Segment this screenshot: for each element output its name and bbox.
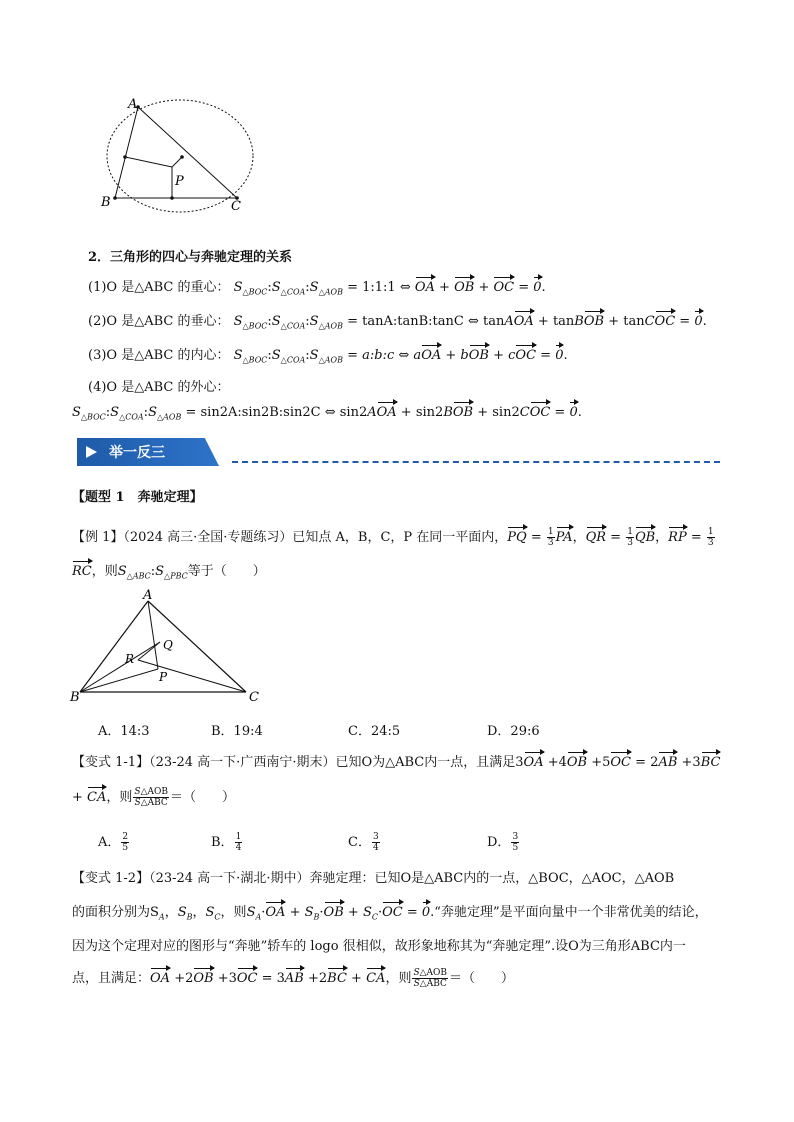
fig2-label-a: A	[143, 588, 153, 603]
variant11-option-a[interactable]: A． $\frac{2}{5}$	[98, 832, 129, 853]
item2-ratio: tanA:tanB:tanC	[362, 314, 464, 329]
item3-ratio: a:b:c	[362, 348, 395, 363]
variant12-line1	[72, 867, 674, 886]
example1-text1: 已知点 A，B，C，P 在同一平面内，	[292, 530, 508, 545]
variant12-line4: 点，且满足：OA +2OB +3OC = 3AB +2BC + CA，则 $\frac{\text{S△AOB}}{\text{S△ABC}}$ ＝（ ）	[72, 968, 515, 989]
banner-label: 举一反三	[109, 445, 165, 461]
variant12-text2b: ，则	[220, 905, 247, 920]
section2-title: 2．三角形的四心与奔驰定理的关系	[88, 250, 293, 265]
variant11-text2: ，则	[106, 790, 133, 805]
example1-option-c[interactable]: C．24:5	[348, 724, 401, 739]
variant11-line1: 【变式 1-1】（23-24 高一下·广西南宁·期末）已知O为△ABC内一点，且满足3OA +4OB +5OC = 2AB +3BC	[72, 755, 721, 770]
item4-formula: $S_{\triangle BOC}:S_{\triangle COA}:S_{\triangle AOB}$ = sin2A:sin2B:sin2C ⇔ sin2AOA + sin2BOB + sin2COC = 0.	[72, 405, 582, 422]
variant11-line2: + CA，则 $\frac{\text{S△AOB}}{\text{S△ABC}}$ ＝（ ）	[72, 787, 235, 808]
item1: (1)O 是△ABC 的重心： $S_{\triangle BOC}:S_{\triangle COA}:S_{\triangle AOB}$ = 1:1:1 ⇔ OA + OB + OC = 0.	[88, 280, 546, 297]
item4-prefix: (4)O 是△ABC 的外心：	[88, 380, 230, 395]
banner-divider	[232, 461, 720, 463]
fig2-label-p: P	[159, 670, 168, 684]
item3: (3)O 是△ABC 的内心： $S_{\triangle BOC}:S_{\triangle COA}:S_{\triangle AOB}$ = a:b:c ⇔ aOA + bOB + cOC = 0.	[88, 348, 568, 365]
variant12-head: 【变式 1-2】	[72, 871, 150, 886]
fig1-label-b: B	[101, 195, 111, 210]
variant11-option-c[interactable]: C． $\frac{3}{4}$	[348, 832, 379, 853]
variant11-text1: 已知O为△ABC内一点，且满足	[335, 755, 516, 770]
fig1-label-p: P	[175, 174, 184, 189]
example1-option-d[interactable]: D．29:6	[487, 724, 540, 739]
item1-prefix: (1)O 是△ABC 的重心：	[88, 280, 230, 295]
item2-prefix: (2)O 是△ABC 的垂心：	[88, 314, 230, 329]
example1-source: （2024 高三·全国·专题练习）	[123, 530, 293, 545]
variant12-line2: 的面积分别为$S_A$，$S_B$，$S_C$，则$S_A\cdot OA + S_B\cdot OB + S_C\cdot OC$ = 0.“奔驰定理”是平面向量中一个非常优美的结论，	[72, 905, 708, 922]
example1-text2: ，则	[91, 564, 118, 579]
figure-circumcircle	[95, 95, 265, 220]
figure-triangle-pqr	[68, 586, 268, 706]
play-icon	[86, 446, 97, 458]
variant12-text2c: .“奔驰定理”是平面向量中一个非常优美的结论，	[430, 905, 708, 920]
fig1-label-a: A	[128, 97, 138, 112]
variant11-text3: ＝（ ）	[169, 790, 235, 805]
variant11-source: （23-24 高一下·广西南宁·期末）	[149, 755, 336, 770]
fig1-label-c: C	[231, 199, 241, 214]
example1-option-a[interactable]: A．14:3	[98, 724, 150, 739]
fig2-label-c: C	[249, 690, 259, 705]
fig2-label-b: B	[70, 690, 80, 705]
item3-prefix: (3)O 是△ABC 的内心：	[88, 348, 230, 363]
variant12-source: （23-24 高一下·湖北·期中）	[149, 871, 310, 886]
variant12-text2a: 的面积分别为S	[72, 905, 159, 920]
variant12-text4b: ，则	[385, 971, 412, 986]
variant11-option-d[interactable]: D． $\frac{3}{5}$	[487, 832, 519, 853]
item4-ratio: sin2A:sin2B:sin2C	[200, 405, 321, 420]
item1-ratio: 1:1:1	[362, 280, 396, 295]
example1-text3: 等于（ ）	[187, 564, 266, 579]
fig2-label-q: Q	[163, 638, 173, 652]
example1-line1: 【例 1】（2024 高三·全国·专题练习）已知点 A，B，C，P 在同一平面内，PQ = $\frac{1}{3}$ PA，QR = $\frac{1}{3}$ QB，RP = $\frac{1}{3}$	[72, 527, 714, 548]
example1-head: 【例 1】	[72, 530, 124, 545]
example1-option-b[interactable]: B．19:4	[211, 724, 263, 739]
type1-title: 【题型 1 奔驰定理】	[72, 490, 203, 505]
variant12-text1: 奔驰定理：已知O是△ABC内的一点，△BOC，△AOC，△AOB	[309, 871, 675, 886]
variant12-line3: 因为这个定理对应的图形与“奔驰”轿车的 logo 很相似，故形象地称其为“奔驰定理”.设O为三角形ABC内一	[72, 939, 686, 954]
variant11-head: 【变式 1-1】	[72, 755, 150, 770]
item2: (2)O 是△ABC 的垂心： $S_{\triangle BOC}:S_{\triangle COA}:S_{\triangle AOB}$ = tanA:tanB:tanC ⇔ tanAOA + tanBOB + tanCOC = 0.	[88, 314, 707, 331]
fig2-label-r: R	[125, 652, 135, 666]
variant12-text4c: ＝（ ）	[449, 971, 515, 986]
variant12-text4a: 点，且满足：	[72, 971, 151, 986]
variant11-option-b[interactable]: B． $\frac{1}{4}$	[211, 832, 242, 853]
example1-line2: RC，则$S_{\triangle ABC}:S_{\triangle PBC}$等于（ ）	[72, 564, 266, 581]
